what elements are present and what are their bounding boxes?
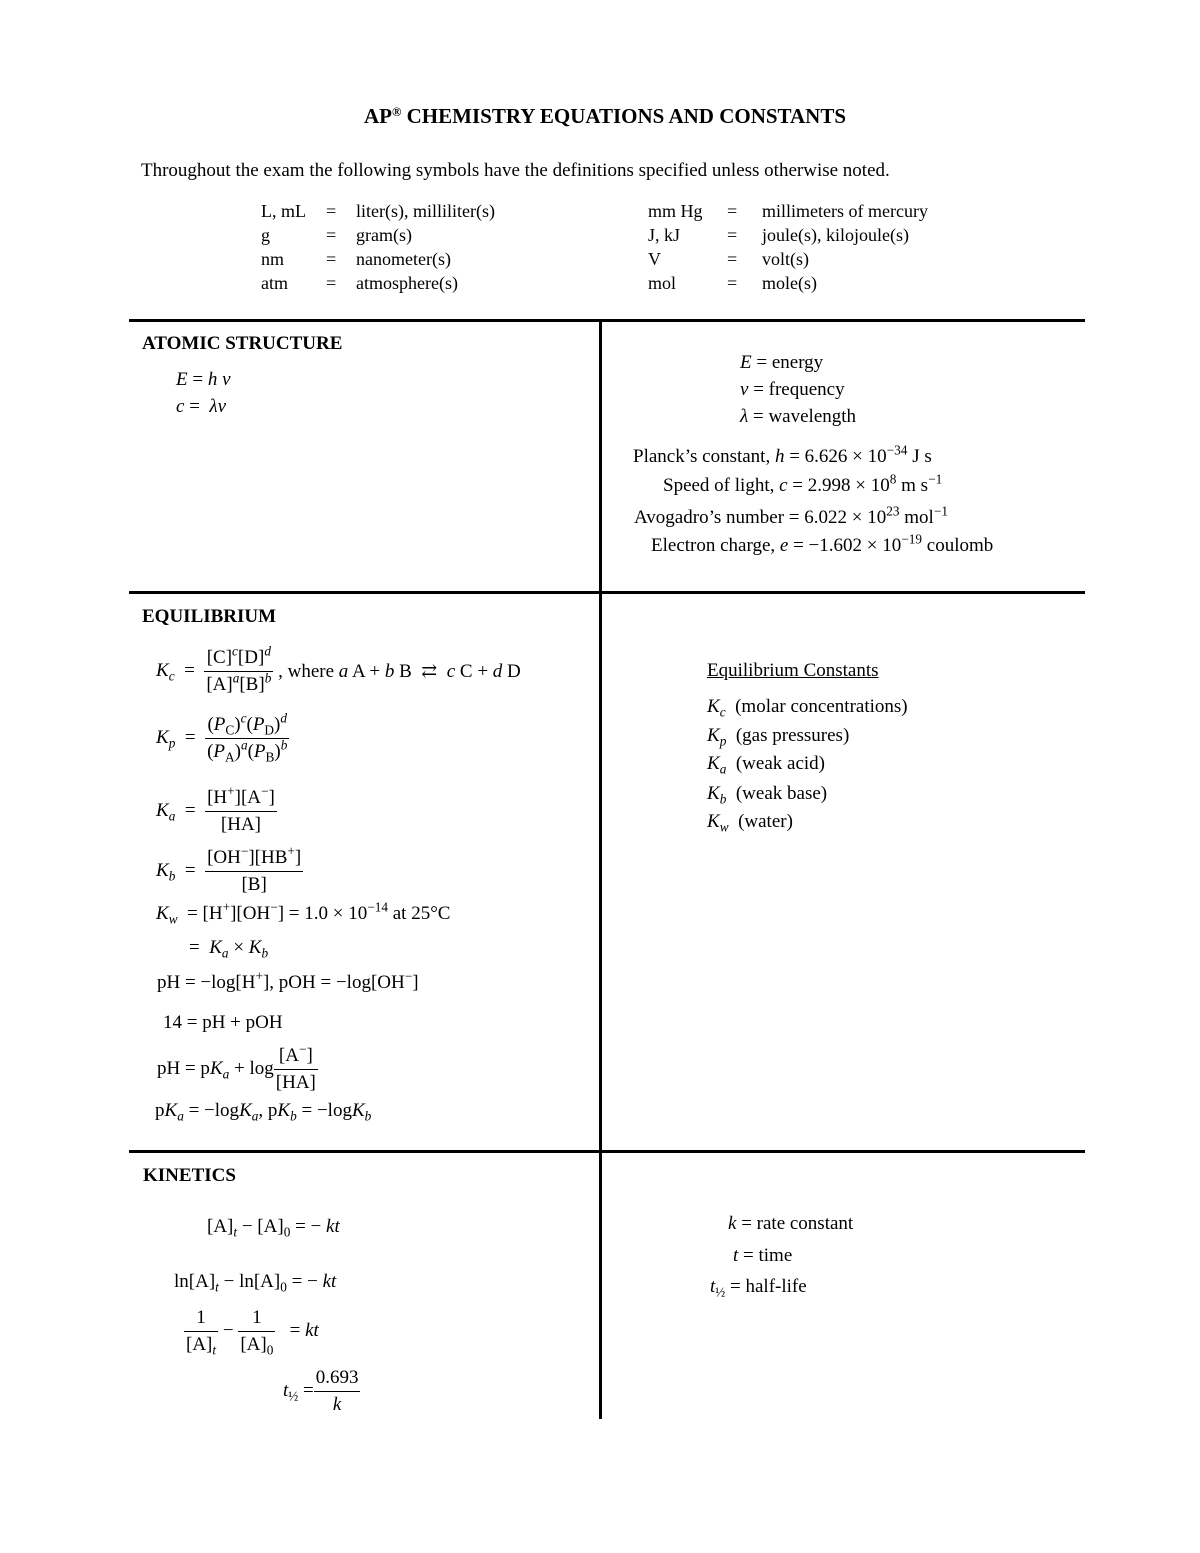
def-energy: E = energy xyxy=(740,352,824,373)
planck-constant: Planck’s constant, $h = 6.626 \times 10^{-34}$ J s xyxy=(633,442,932,467)
symbol-def: joule(s), kilojoule(s) xyxy=(762,225,909,245)
equation-kw: $K_w = [H^+][OH^-] = 1.0 \times 10^{-14}$ at 25°C xyxy=(156,899,451,927)
constant-ka: $K_a$ (weak acid) xyxy=(707,753,825,777)
symbol: L, mL xyxy=(261,201,306,221)
equation-kb: $K_b$ = $\frac{[OH^-][HB^+]}{[B]}$ xyxy=(156,843,302,895)
symbol-eq: = xyxy=(326,201,337,221)
section-heading-equilibrium: EQUILIBRIUM xyxy=(142,606,277,627)
equation-ph: pH = −log[H+], pOH = −log[OH−] xyxy=(157,968,419,993)
page-title: AP® CHEMISTRY EQUATIONS AND CONSTANTS xyxy=(363,104,847,128)
column-divider xyxy=(599,320,602,1419)
section-heading-kinetics: KINETICS xyxy=(143,1165,236,1186)
symbol-eq: = xyxy=(727,249,738,269)
intro-text: Throughout the exam the following symbols have the definitions specified unless otherwise noted. xyxy=(141,160,890,181)
symbol-def: nanometer(s) xyxy=(356,249,451,269)
equation-kp: $K_p$ = $\frac{(P_C)^c(P_D)^d}{(P_A)^a(P_B)^b}$ xyxy=(156,710,288,765)
equation-zero-order: $[A]_t - [A]_0$ = − kt xyxy=(207,1216,340,1240)
symbol-def: atmosphere(s) xyxy=(356,273,458,293)
equation-kc: $K_c$ = $\frac{[C]^c[D]^d}{[A]^a[B]^b}$ , where a A + b B ⇄ c C + d D xyxy=(156,643,521,695)
section-heading-atomic: ATOMIC STRUCTURE xyxy=(142,333,343,354)
equation-second-order: $\frac{1}{[A]_t}$ − $\frac{1}{[A]_0}$ = kt xyxy=(186,1307,319,1358)
def-half-life: $t_{\frac{1}{2}}$ = half-life xyxy=(710,1276,807,1300)
symbol-eq: = xyxy=(727,273,738,293)
def-rate-constant: k = rate constant xyxy=(728,1213,854,1234)
symbol: J, kJ xyxy=(648,225,681,245)
symbol-eq: = xyxy=(326,225,337,245)
constant-kp: $K_p$ (gas pressures) xyxy=(707,725,850,749)
section-divider xyxy=(129,319,1085,322)
symbol: V xyxy=(648,249,661,269)
constant-kw: $K_w$ (water) xyxy=(707,811,793,835)
symbol-def: liter(s), milliliter(s) xyxy=(356,201,495,221)
constant-kb: $K_b$ (weak base) xyxy=(707,783,828,807)
electron-charge: Electron charge, $e = -1.602 \times 10^{-19}$ coulomb xyxy=(651,531,994,556)
equation-ka: $K_a$ = $\frac{[H^+][A^-]}{[HA]}$ xyxy=(156,783,275,835)
def-time: t = time xyxy=(733,1245,793,1266)
symbol-def: millimeters of mercury xyxy=(762,201,928,221)
equilibrium-constants-heading: Equilibrium Constants xyxy=(707,660,879,681)
symbol: mol xyxy=(648,273,677,293)
avogadro-number: Avogadro’s number = $6.022 \times 10^{23}$ mol$^{-1}$ xyxy=(634,503,948,528)
equation-speed: c = λν xyxy=(176,396,227,417)
def-wavelength: λ = wavelength xyxy=(740,406,857,427)
equation-half-life: $t_{\frac{1}{2}}$ = $\frac{0.693}{k}$ xyxy=(283,1367,359,1415)
symbol-def: volt(s) xyxy=(762,249,809,269)
symbol-eq: = xyxy=(326,273,337,293)
section-divider xyxy=(129,591,1085,594)
symbol: mm Hg xyxy=(648,201,703,221)
equation-first-order: $\ln[A]_t - \ln[A]_0$ = − kt xyxy=(174,1271,337,1295)
equation-ph-poh: 14 = pH + pOH xyxy=(163,1012,283,1033)
equation-energy: E = h ν xyxy=(176,369,231,390)
symbol-eq: = xyxy=(727,225,738,245)
equation-kw-product: = $K_a \times K_b$ xyxy=(189,937,269,961)
speed-of-light: Speed of light, $c = 2.998 \times 10^8$ m $s^{-1}$ xyxy=(663,471,943,496)
symbol: g xyxy=(261,225,270,245)
equation-henderson: pH = $pK_a + \log$ $\frac{[A^-]}{[HA]}$ xyxy=(157,1041,316,1093)
symbol-eq: = xyxy=(727,201,738,221)
symbol-eq: = xyxy=(326,249,337,269)
symbol-def: mole(s) xyxy=(762,273,817,293)
section-divider xyxy=(129,1150,1085,1153)
equation-pka: $pK_a = -\log K_a$, $pK_b = -\log K_b$ xyxy=(155,1100,372,1124)
symbol-def: gram(s) xyxy=(356,225,412,245)
constant-kc: $K_c$ (molar concentrations) xyxy=(707,696,908,720)
symbol: atm xyxy=(261,273,288,293)
symbol: nm xyxy=(261,249,285,269)
def-frequency: ν = frequency xyxy=(740,379,845,400)
